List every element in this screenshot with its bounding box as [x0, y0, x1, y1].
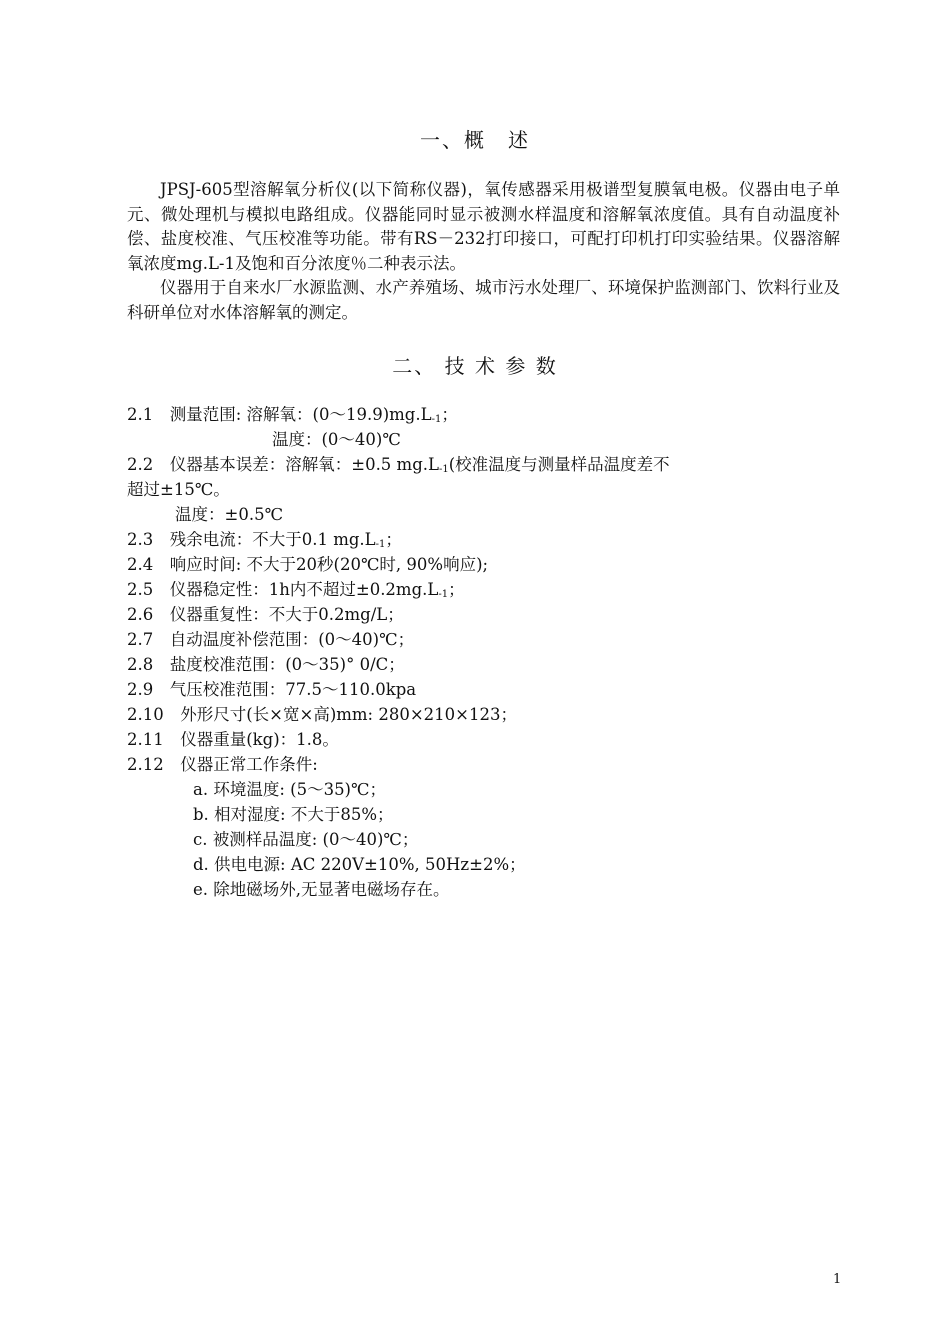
page-number: 1 — [833, 1272, 842, 1287]
condition-d: d. 供电电源: AC 220V±10%, 50Hz±2%； — [193, 855, 526, 874]
spec-2-7: 2.7 自动温度补偿范围：(0～40)℃； — [127, 630, 415, 649]
condition-e: e. 除地磁场外,无显著电磁场存在。 — [193, 880, 450, 899]
spec-2-11: 2.11 仪器重量(kg)：1.8。 — [127, 730, 339, 749]
condition-b: b. 相对湿度: 不大于85%； — [193, 805, 394, 824]
spec-2-5: 2.5 仪器稳定性：1h内不超过$\pm 0.2mg.L_{-1}$； — [127, 580, 465, 600]
spec-2-1-temperature: 温度：(0～40)℃ — [272, 430, 401, 449]
spec-2-2-temperature: 温度：±0.5℃ — [175, 505, 284, 524]
condition-c: c. 被测样品温度: (0～40)℃； — [193, 830, 419, 849]
spec-2-12: 2.12 仪器正常工作条件: — [127, 755, 318, 774]
section-heading-overview: 一、概 述 — [420, 128, 530, 152]
spec-2-4: 2.4 响应时间: 不大于20秒(20℃时, 90%响应); — [127, 555, 489, 574]
section-heading-specs: 二、 技 术 参 数 — [392, 354, 558, 378]
spec-2-6: 2.6 仪器重复性：不大于0.2mg/L； — [127, 605, 404, 624]
spec-2-8: 2.8 盐度校准范围：(0～35)° 0/C； — [127, 655, 405, 674]
spec-2-3: 2.3 残余电流：不大于0.1 $mg.L_{-1}$； — [127, 530, 402, 550]
spec-2-2-continued: 超过±15℃。 — [127, 480, 230, 499]
spec-2-10: 2.10 外形尺寸(长×宽×高)mm: 280×210×123； — [127, 705, 517, 724]
overview-paragraph-1: JPSJ-605型溶解氧分析仪(以下简称仪器)，氧传感器采用极谱型复膜氧电极。仪器由电子单元、微处理机与模拟电路组成。仪器能同时显示被测水样温度和溶解氧浓度值。具有自动温度补偿、盐度校准、气压校准等功能。带有RS－232打印接口，可配打印机打印实验结果。仪器溶解氧浓度mg.L-1及饱和百分浓度％二种表示法。 — [127, 180, 840, 273]
condition-a: a. 环境温度: (5～35)℃； — [193, 780, 386, 799]
spec-2-1: 2.1 测量范围: 溶解氧：$(0\sim 19.9)mg.L_{-1}$； — [127, 405, 458, 425]
spec-2-2: 2.2 仪器基本误差：溶解氧：±0.5 $mg.L_{-1}$(校准温度与测量样品温度差不 — [127, 455, 670, 475]
overview-paragraph-2: 仪器用于自来水厂水源监测、水产养殖场、城市污水处理厂、环境保护监测部门、饮料行业及科研单位对水体溶解氧的测定。 — [127, 278, 840, 322]
spec-2-9: 2.9 气压校准范围：77.5～110.0kpa — [127, 680, 417, 699]
